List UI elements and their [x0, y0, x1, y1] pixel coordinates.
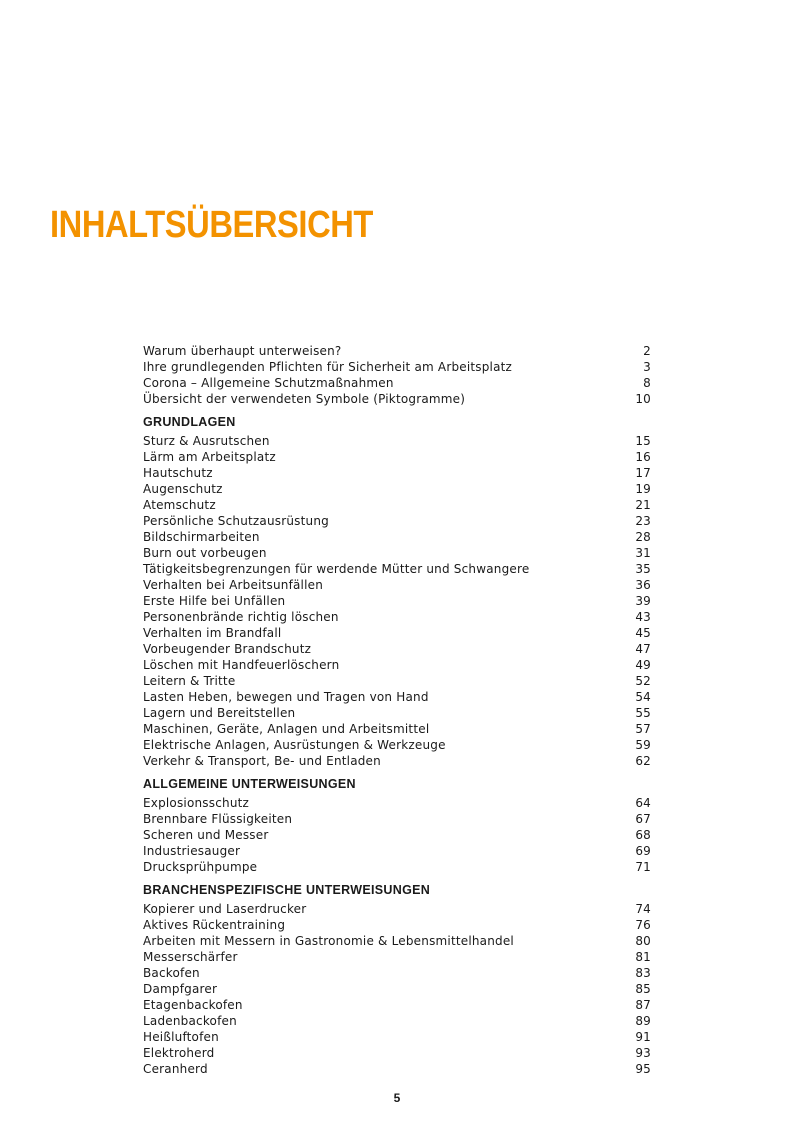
- toc-entry-page: 76: [635, 918, 651, 932]
- toc-entry-label: Vorbeugender Brandschutz: [143, 642, 312, 656]
- toc-entry-label: Bildschirmarbeiten: [143, 530, 260, 544]
- toc-entry-label: Aktives Rückentraining: [143, 918, 286, 932]
- toc-entry-page: 62: [635, 754, 651, 768]
- toc-entry-label: Ladenbackofen: [143, 1014, 237, 1028]
- toc-entry-page: 28: [635, 530, 651, 544]
- toc-entry-label: Übersicht der verwendeten Symbole (Piktogramme): [143, 392, 466, 406]
- toc-section-heading: BRANCHENSPEZIFISCHE UNTERWEISUNGEN: [143, 883, 431, 897]
- toc-entry-page: 87: [635, 998, 651, 1012]
- toc-entry-label: Etagenbackofen: [143, 998, 243, 1012]
- toc-entry-label: Explosionsschutz: [143, 796, 250, 810]
- toc-entry-page: 71: [635, 860, 651, 874]
- toc-entry: [143, 657, 651, 673]
- toc-entry-page: 52: [635, 674, 651, 688]
- toc-entry: [143, 705, 651, 721]
- toc-entry-label: Arbeiten mit Messern in Gastronomie & Lebensmittelhandel: [143, 934, 514, 948]
- toc-entry-label: Sturz & Ausrutschen: [143, 434, 270, 448]
- toc-entry-label: Atemschutz: [143, 498, 216, 512]
- toc-entry: [143, 917, 651, 933]
- toc-entry-page: 80: [635, 934, 651, 948]
- toc-entry-label: Ceranherd: [143, 1062, 208, 1076]
- toc-entry-page: 23: [635, 514, 651, 528]
- toc-entry-label: Verhalten bei Arbeitsunfällen: [143, 578, 324, 592]
- toc-entry-page: 85: [635, 982, 651, 996]
- toc-entry-page: 17: [635, 466, 651, 480]
- toc-entry-page: 21: [635, 498, 651, 512]
- toc-entry-page: 45: [635, 626, 651, 640]
- toc-entry: [143, 997, 651, 1013]
- toc-entry: [143, 577, 651, 593]
- toc-entry-label: Backofen: [143, 966, 200, 980]
- toc-section-heading: GRUNDLAGEN: [143, 415, 236, 429]
- toc-entry-label: Tätigkeitsbegrenzungen für werdende Mütter und Schwangere: [143, 562, 530, 576]
- toc-entry-page: 3: [643, 360, 651, 374]
- toc-entry: [143, 673, 651, 689]
- toc-entry-page: 67: [635, 812, 651, 826]
- toc-entry-page: 43: [635, 610, 651, 624]
- toc-entry: [143, 529, 651, 545]
- toc-entry-page: 8: [643, 376, 651, 390]
- toc-entry-page: 57: [635, 722, 651, 736]
- page-title: INHALTSÜBERSICHT: [50, 204, 373, 246]
- table-of-contents: [143, 343, 651, 1077]
- toc-entry: [143, 753, 651, 769]
- toc-entry: [143, 1029, 651, 1045]
- toc-entry-page: 19: [635, 482, 651, 496]
- toc-entry-page: 36: [635, 578, 651, 592]
- toc-entry: [143, 465, 651, 481]
- toc-entry-page: 59: [635, 738, 651, 752]
- toc-entry: [143, 497, 651, 513]
- toc-entry: [143, 811, 651, 827]
- toc-entry: [143, 641, 651, 657]
- toc-entry: [143, 449, 651, 465]
- toc-entry-page: 74: [635, 902, 651, 916]
- page-number: 5: [393, 1091, 401, 1105]
- toc-entry-label: Lärm am Arbeitsplatz: [143, 450, 276, 464]
- toc-entry-label: Löschen mit Handfeuerlöschern: [143, 658, 340, 672]
- toc-entry-label: Augenschutz: [143, 482, 223, 496]
- toc-entry: [143, 721, 651, 737]
- toc-entry-page: 91: [635, 1030, 651, 1044]
- toc-entry-label: Heißluftofen: [143, 1030, 219, 1044]
- toc-entry-label: Ihre grundlegenden Pflichten für Sicherheit am Arbeitsplatz: [143, 360, 513, 374]
- toc-entry-page: 54: [635, 690, 651, 704]
- toc-entry: [143, 843, 651, 859]
- toc-entry-page: 15: [635, 434, 651, 448]
- toc-entry: [143, 625, 651, 641]
- toc-entry-page: 39: [635, 594, 651, 608]
- toc-entry: [143, 981, 651, 997]
- toc-entry-label: Drucksprühpumpe: [143, 860, 258, 874]
- toc-entry-label: Warum überhaupt unterweisen?: [143, 344, 342, 358]
- toc-entry: [143, 513, 651, 529]
- toc-entry-label: Verhalten im Brandfall: [143, 626, 282, 640]
- toc-entry-label: Erste Hilfe bei Unfällen: [143, 594, 286, 608]
- toc-entry-label: Elektroherd: [143, 1046, 215, 1060]
- toc-entry: [143, 795, 651, 811]
- toc-entry-label: Messerschärfer: [143, 950, 238, 964]
- toc-entry: [143, 1013, 651, 1029]
- toc-entry-page: 64: [635, 796, 651, 810]
- toc-entry-page: 89: [635, 1014, 651, 1028]
- toc-entry-label: Lagern und Bereitstellen: [143, 706, 296, 720]
- toc-entry: [143, 375, 651, 391]
- toc-entry: [143, 859, 651, 875]
- toc-entry-label: Maschinen, Geräte, Anlagen und Arbeitsmittel: [143, 722, 430, 736]
- toc-entry-page: 47: [635, 642, 651, 656]
- toc-entry-page: 31: [635, 546, 651, 560]
- toc-entry: [143, 1061, 651, 1077]
- toc-entry-label: Persönliche Schutzausrüstung: [143, 514, 329, 528]
- toc-entry-label: Kopierer und Laserdrucker: [143, 902, 307, 916]
- toc-entry-page: 83: [635, 966, 651, 980]
- toc-entry-label: Lasten Heben, bewegen und Tragen von Hand: [143, 690, 429, 704]
- toc-entry: [143, 561, 651, 577]
- toc-entry-label: Hautschutz: [143, 466, 213, 480]
- toc-entry: [143, 391, 651, 407]
- toc-entry-page: 49: [635, 658, 651, 672]
- toc-entry: [143, 965, 651, 981]
- toc-entry: [143, 737, 651, 753]
- toc-entry: [143, 359, 651, 375]
- toc-entry-page: 95: [635, 1062, 651, 1076]
- toc-entry: [143, 1045, 651, 1061]
- toc-entry-label: Verkehr & Transport, Be- und Entladen: [143, 754, 381, 768]
- toc-entry-page: 10: [635, 392, 651, 406]
- toc-entry-label: Elektrische Anlagen, Ausrüstungen & Werkzeuge: [143, 738, 446, 752]
- toc-entry: [143, 481, 651, 497]
- toc-entry: [143, 949, 651, 965]
- toc-entry: [143, 609, 651, 625]
- toc-entry-label: Scheren und Messer: [143, 828, 269, 842]
- toc-entry: [143, 901, 651, 917]
- toc-entry-page: 55: [635, 706, 651, 720]
- toc-entry: [143, 827, 651, 843]
- toc-entry: [143, 593, 651, 609]
- toc-entry: [143, 433, 651, 449]
- toc-entry-page: 81: [635, 950, 651, 964]
- toc-entry: [143, 343, 651, 359]
- toc-entry: [143, 933, 651, 949]
- toc-entry-page: 68: [635, 828, 651, 842]
- toc-entry-label: Burn out vorbeugen: [143, 546, 267, 560]
- toc-entry-page: 2: [643, 344, 651, 358]
- toc-entry-label: Leitern & Tritte: [143, 674, 236, 688]
- toc-entry-label: Personenbrände richtig löschen: [143, 610, 339, 624]
- toc-entry-label: Corona – Allgemeine Schutzmaßnahmen: [143, 376, 394, 390]
- toc-entry-page: 93: [635, 1046, 651, 1060]
- toc-entry-page: 69: [635, 844, 651, 858]
- toc-entry-label: Industriesauger: [143, 844, 241, 858]
- toc-entry-label: Brennbare Flüssigkeiten: [143, 812, 293, 826]
- toc-entry: [143, 545, 651, 561]
- toc-entry-page: 16: [635, 450, 651, 464]
- toc-entry: [143, 689, 651, 705]
- toc-entry-label: Dampfgarer: [143, 982, 218, 996]
- toc-section-heading: ALLGEMEINE UNTERWEISUNGEN: [143, 777, 356, 791]
- toc-entry-page: 35: [635, 562, 651, 576]
